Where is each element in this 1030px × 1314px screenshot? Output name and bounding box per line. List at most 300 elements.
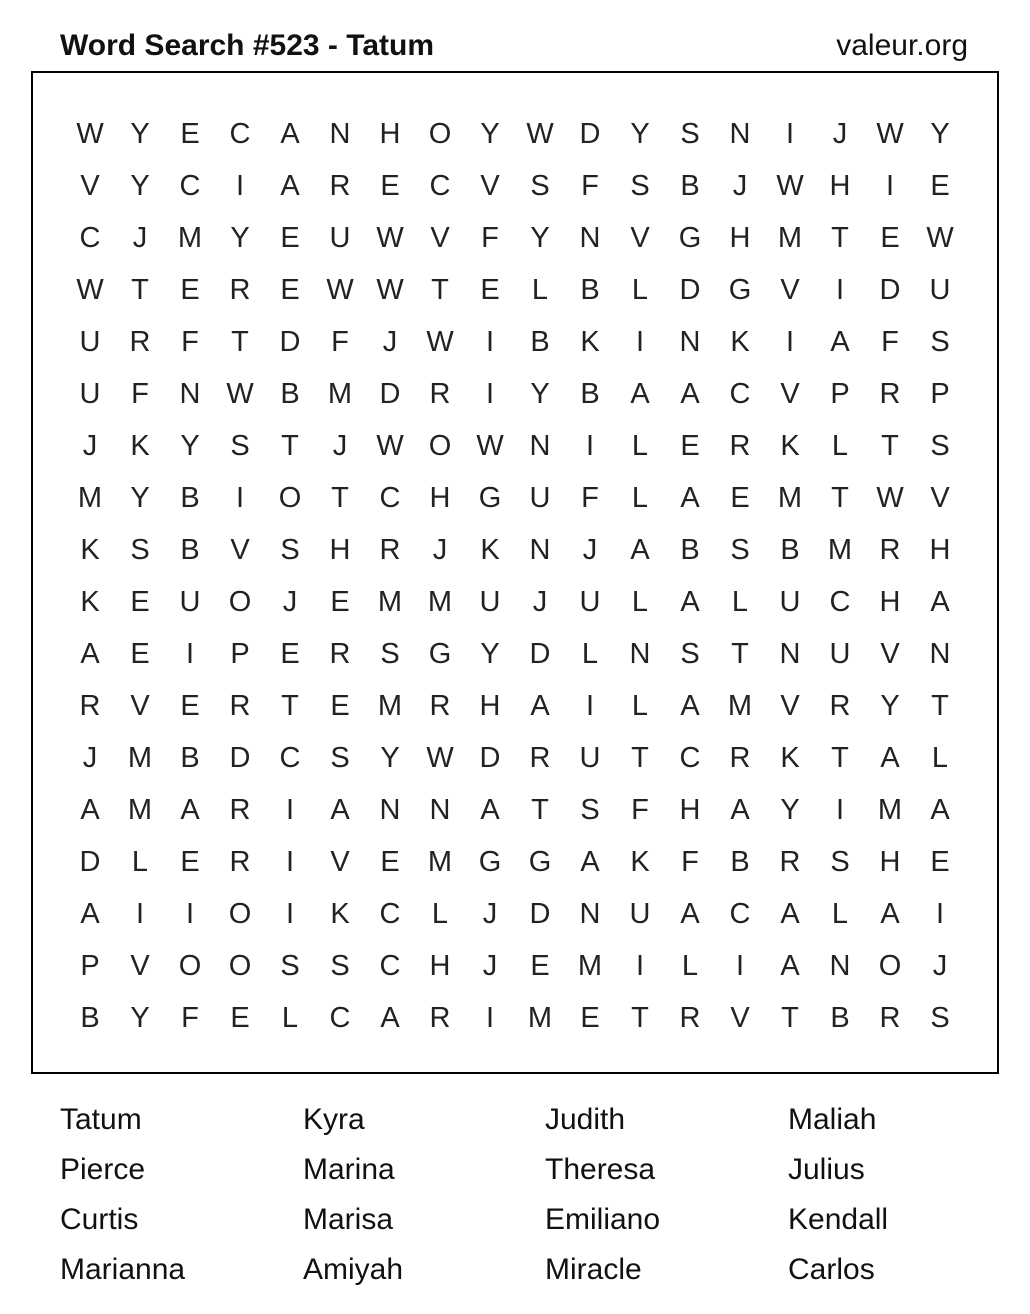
grid-letter[interactable]: S [730,534,750,566]
grid-letter[interactable]: R [229,274,251,306]
grid-letter[interactable]: K [130,430,150,462]
grid-letter[interactable]: R [829,690,851,722]
grid-letter[interactable]: R [429,378,451,410]
grid-letter[interactable]: M [127,742,153,774]
grid-letter[interactable]: W [376,274,404,306]
grid-letter[interactable]: N [529,534,551,566]
grid-letter[interactable]: W [526,118,554,150]
grid-letter[interactable]: E [480,274,500,306]
grid-letter[interactable]: Y [130,1002,150,1034]
grid-letter[interactable]: A [330,794,350,826]
grid-letter[interactable]: V [480,170,500,202]
grid-letter[interactable]: B [180,742,200,774]
grid-letter[interactable]: V [780,378,800,410]
grid-letter[interactable]: D [529,638,551,670]
grid-letter[interactable]: N [329,118,351,150]
grid-letter[interactable]: H [879,846,901,878]
grid-letter[interactable]: A [80,638,100,670]
grid-letter[interactable]: M [377,586,403,618]
grid-letter[interactable]: K [480,534,500,566]
grid-letter[interactable]: H [379,118,401,150]
grid-letter[interactable]: J [732,170,748,202]
grid-letter[interactable]: E [280,222,300,254]
grid-letter[interactable]: L [531,274,549,306]
grid-letter[interactable]: B [180,482,200,514]
grid-letter[interactable]: I [735,950,745,982]
grid-letter[interactable]: L [631,274,649,306]
grid-letter[interactable]: N [579,222,601,254]
grid-letter[interactable]: R [129,326,151,358]
grid-letter[interactable]: R [729,742,751,774]
grid-letter[interactable]: A [280,170,300,202]
grid-letter[interactable]: E [530,950,550,982]
grid-letter[interactable]: A [480,794,500,826]
grid-letter[interactable]: Y [530,222,550,254]
grid-letter[interactable]: S [530,170,550,202]
grid-letter[interactable]: S [630,170,650,202]
grid-letter[interactable]: K [330,898,350,930]
grid-letter[interactable]: F [181,326,199,358]
grid-letter[interactable]: R [229,690,251,722]
grid-letter[interactable]: B [280,378,300,410]
grid-letter[interactable]: L [631,482,649,514]
grid-letter[interactable]: D [229,742,251,774]
grid-letter[interactable]: R [779,846,801,878]
grid-letter[interactable]: S [330,742,350,774]
grid-letter[interactable]: M [727,690,753,722]
grid-letter[interactable]: E [180,118,200,150]
grid-letter[interactable]: M [577,950,603,982]
grid-letter[interactable]: K [630,846,650,878]
grid-letter[interactable]: W [76,274,104,306]
grid-letter[interactable]: R [879,1002,901,1034]
grid-letter[interactable]: T [131,274,149,306]
grid-letter[interactable]: V [230,534,250,566]
grid-letter[interactable]: D [479,742,501,774]
grid-letter[interactable]: M [877,794,903,826]
grid-letter[interactable]: F [481,222,499,254]
grid-letter[interactable]: I [835,794,845,826]
grid-letter[interactable]: U [629,898,651,930]
grid-letter[interactable]: M [427,846,453,878]
grid-letter[interactable]: J [482,898,498,930]
grid-letter[interactable]: B [680,534,700,566]
grid-letter[interactable]: Y [930,118,950,150]
grid-letter[interactable]: P [80,950,100,982]
grid-letter[interactable]: H [429,950,451,982]
grid-letter[interactable]: D [879,274,901,306]
grid-letter[interactable]: N [379,794,401,826]
grid-letter[interactable]: J [832,118,848,150]
grid-letter[interactable]: I [485,1002,495,1034]
grid-letter[interactable]: B [530,326,550,358]
grid-letter[interactable]: A [930,586,950,618]
grid-letter[interactable]: E [330,586,350,618]
grid-letter[interactable]: L [581,638,599,670]
grid-letter[interactable]: W [426,326,454,358]
grid-letter[interactable]: T [331,482,349,514]
grid-letter[interactable]: S [130,534,150,566]
grid-letter[interactable]: E [180,846,200,878]
grid-letter[interactable]: E [730,482,750,514]
grid-letter[interactable]: E [930,846,950,878]
grid-letter[interactable]: V [330,846,350,878]
grid-letter[interactable]: C [279,742,301,774]
grid-letter[interactable]: E [880,222,900,254]
grid-letter[interactable]: E [680,430,700,462]
grid-letter[interactable]: D [529,898,551,930]
grid-letter[interactable]: H [729,222,751,254]
grid-letter[interactable]: K [80,534,100,566]
grid-letter[interactable]: U [329,222,351,254]
grid-letter[interactable]: H [829,170,851,202]
grid-letter[interactable]: U [579,586,601,618]
grid-letter[interactable]: M [77,482,103,514]
grid-letter[interactable]: L [831,430,849,462]
grid-letter[interactable]: I [185,638,195,670]
grid-letter[interactable]: B [730,846,750,878]
grid-letter[interactable]: M [827,534,853,566]
grid-letter[interactable]: S [830,846,850,878]
grid-letter[interactable]: I [585,430,595,462]
grid-letter[interactable]: W [376,430,404,462]
grid-letter[interactable]: Y [480,638,500,670]
grid-letter[interactable]: U [929,274,951,306]
grid-letter[interactable]: N [779,638,801,670]
grid-letter[interactable]: W [476,430,504,462]
grid-letter[interactable]: E [180,690,200,722]
grid-letter[interactable]: V [930,482,950,514]
grid-letter[interactable]: J [282,586,298,618]
grid-letter[interactable]: M [377,690,403,722]
grid-letter[interactable]: Y [230,222,250,254]
grid-letter[interactable]: D [279,326,301,358]
grid-letter[interactable]: M [177,222,203,254]
grid-letter[interactable]: V [130,690,150,722]
grid-letter[interactable]: L [431,898,449,930]
grid-letter[interactable]: W [926,222,954,254]
grid-letter[interactable]: L [631,690,649,722]
grid-letter[interactable]: T [931,690,949,722]
grid-letter[interactable]: H [929,534,951,566]
grid-letter[interactable]: L [931,742,949,774]
grid-letter[interactable]: C [429,170,451,202]
grid-letter[interactable]: H [329,534,351,566]
grid-letter[interactable]: W [776,170,804,202]
grid-letter[interactable]: S [280,534,300,566]
grid-letter[interactable]: D [679,274,701,306]
grid-letter[interactable]: U [79,326,101,358]
grid-letter[interactable]: J [582,534,598,566]
grid-letter[interactable]: L [281,1002,299,1034]
grid-letter[interactable]: A [680,482,700,514]
grid-letter[interactable]: A [680,690,700,722]
grid-letter[interactable]: C [829,586,851,618]
grid-letter[interactable]: W [426,742,454,774]
grid-letter[interactable]: V [80,170,100,202]
grid-letter[interactable]: I [935,898,945,930]
grid-letter[interactable]: I [785,118,795,150]
grid-letter[interactable]: T [281,430,299,462]
grid-letter[interactable]: O [178,950,202,982]
grid-letter[interactable]: A [580,846,600,878]
grid-letter[interactable]: N [579,898,601,930]
grid-letter[interactable]: F [631,794,649,826]
grid-letter[interactable]: F [331,326,349,358]
grid-letter[interactable]: M [327,378,353,410]
grid-letter[interactable]: C [379,898,401,930]
grid-letter[interactable]: T [781,1002,799,1034]
grid-letter[interactable]: I [885,170,895,202]
grid-letter[interactable]: I [285,794,295,826]
grid-letter[interactable]: A [80,794,100,826]
grid-letter[interactable]: I [185,898,195,930]
grid-letter[interactable]: Y [130,170,150,202]
grid-letter[interactable]: U [479,586,501,618]
grid-letter[interactable]: V [780,274,800,306]
grid-letter[interactable]: W [76,118,104,150]
grid-letter[interactable]: I [135,898,145,930]
grid-letter[interactable]: W [876,482,904,514]
grid-letter[interactable]: I [235,170,245,202]
grid-letter[interactable]: A [730,794,750,826]
grid-letter[interactable]: R [729,430,751,462]
grid-letter[interactable]: A [880,898,900,930]
grid-letter[interactable]: J [532,586,548,618]
grid-letter[interactable]: J [382,326,398,358]
grid-letter[interactable]: A [780,898,800,930]
grid-letter[interactable]: L [631,430,649,462]
grid-letter[interactable]: R [879,378,901,410]
grid-letter[interactable]: F [181,1002,199,1034]
grid-letter[interactable]: C [729,378,751,410]
grid-letter[interactable]: R [429,690,451,722]
grid-letter[interactable]: F [131,378,149,410]
grid-letter[interactable]: H [679,794,701,826]
grid-letter[interactable]: W [876,118,904,150]
grid-letter[interactable]: J [932,950,948,982]
grid-letter[interactable]: M [777,482,803,514]
grid-letter[interactable]: P [830,378,850,410]
grid-letter[interactable]: R [329,170,351,202]
grid-letter[interactable]: T [731,638,749,670]
grid-letter[interactable]: L [131,846,149,878]
grid-letter[interactable]: B [580,274,600,306]
grid-letter[interactable]: T [831,222,849,254]
grid-letter[interactable]: T [231,326,249,358]
grid-letter[interactable]: I [585,690,595,722]
grid-letter[interactable]: E [930,170,950,202]
grid-letter[interactable]: C [179,170,201,202]
grid-letter[interactable]: S [280,950,300,982]
grid-letter[interactable]: K [580,326,600,358]
grid-letter[interactable]: R [329,638,351,670]
grid-letter[interactable]: Y [480,118,500,150]
grid-letter[interactable]: V [630,222,650,254]
grid-letter[interactable]: R [429,1002,451,1034]
grid-letter[interactable]: J [482,950,498,982]
grid-letter[interactable]: A [930,794,950,826]
grid-letter[interactable]: E [580,1002,600,1034]
grid-letter[interactable]: E [130,638,150,670]
grid-letter[interactable]: W [326,274,354,306]
grid-letter[interactable]: V [430,222,450,254]
grid-letter[interactable]: H [879,586,901,618]
grid-letter[interactable]: G [528,846,552,878]
grid-letter[interactable]: U [179,586,201,618]
grid-letter[interactable]: O [228,950,252,982]
grid-letter[interactable]: H [429,482,451,514]
grid-letter[interactable]: C [329,1002,351,1034]
grid-letter[interactable]: N [729,118,751,150]
grid-letter[interactable]: B [780,534,800,566]
grid-letter[interactable]: N [929,638,951,670]
grid-letter[interactable]: I [635,326,645,358]
grid-letter[interactable]: F [881,326,899,358]
grid-letter[interactable]: A [680,378,700,410]
grid-letter[interactable]: K [730,326,750,358]
grid-letter[interactable]: R [379,534,401,566]
grid-letter[interactable]: G [428,638,452,670]
grid-letter[interactable]: A [280,118,300,150]
grid-letter[interactable]: A [630,534,650,566]
grid-letter[interactable]: A [830,326,850,358]
grid-letter[interactable]: S [930,326,950,358]
grid-letter[interactable]: C [729,898,751,930]
grid-letter[interactable]: N [629,638,651,670]
grid-letter[interactable]: Y [180,430,200,462]
grid-letter[interactable]: K [780,430,800,462]
grid-letter[interactable]: E [230,1002,250,1034]
grid-letter[interactable]: I [285,898,295,930]
grid-letter[interactable]: A [680,898,700,930]
grid-letter[interactable]: C [229,118,251,150]
grid-letter[interactable]: T [431,274,449,306]
grid-letter[interactable]: Y [380,742,400,774]
grid-letter[interactable]: E [280,638,300,670]
grid-letter[interactable]: A [180,794,200,826]
grid-letter[interactable]: J [132,222,148,254]
grid-letter[interactable]: K [780,742,800,774]
grid-letter[interactable]: N [829,950,851,982]
grid-letter[interactable]: U [779,586,801,618]
grid-letter[interactable]: S [230,430,250,462]
grid-letter[interactable]: S [680,638,700,670]
grid-letter[interactable]: S [680,118,700,150]
grid-letter[interactable]: V [780,690,800,722]
grid-letter[interactable]: G [728,274,752,306]
grid-letter[interactable]: R [79,690,101,722]
grid-letter[interactable]: P [930,378,950,410]
grid-letter[interactable]: V [880,638,900,670]
grid-letter[interactable]: T [831,482,849,514]
grid-letter[interactable]: J [82,742,98,774]
grid-letter[interactable]: D [379,378,401,410]
grid-letter[interactable]: N [679,326,701,358]
grid-letter[interactable]: F [581,482,599,514]
grid-letter[interactable]: E [380,846,400,878]
grid-letter[interactable]: F [581,170,599,202]
grid-letter[interactable]: M [127,794,153,826]
grid-letter[interactable]: Y [630,118,650,150]
grid-letter[interactable]: S [330,950,350,982]
grid-letter[interactable]: T [881,430,899,462]
grid-letter[interactable]: Y [130,118,150,150]
grid-letter[interactable]: A [530,690,550,722]
grid-letter[interactable]: W [376,222,404,254]
grid-letter[interactable]: B [180,534,200,566]
grid-letter[interactable]: U [79,378,101,410]
grid-letter[interactable]: J [432,534,448,566]
grid-letter[interactable]: N [529,430,551,462]
grid-letter[interactable]: A [780,950,800,982]
grid-letter[interactable]: O [228,586,252,618]
grid-letter[interactable]: W [226,378,254,410]
grid-letter[interactable]: E [130,586,150,618]
grid-letter[interactable]: Y [780,794,800,826]
grid-letter[interactable]: V [730,1002,750,1034]
grid-letter[interactable]: G [478,846,502,878]
grid-letter[interactable]: H [479,690,501,722]
grid-letter[interactable]: R [529,742,551,774]
grid-letter[interactable]: S [580,794,600,826]
grid-letter[interactable]: F [681,846,699,878]
grid-letter[interactable]: P [230,638,250,670]
grid-letter[interactable]: D [79,846,101,878]
grid-letter[interactable]: C [379,950,401,982]
grid-letter[interactable]: I [485,378,495,410]
grid-letter[interactable]: I [785,326,795,358]
grid-letter[interactable]: E [380,170,400,202]
grid-letter[interactable]: C [379,482,401,514]
grid-letter[interactable]: B [80,1002,100,1034]
grid-letter[interactable]: G [678,222,702,254]
grid-letter[interactable]: A [880,742,900,774]
grid-letter[interactable]: O [878,950,902,982]
grid-letter[interactable]: R [879,534,901,566]
grid-letter[interactable]: N [179,378,201,410]
grid-letter[interactable]: J [332,430,348,462]
grid-letter[interactable]: T [831,742,849,774]
grid-letter[interactable]: I [285,846,295,878]
grid-letter[interactable]: O [278,482,302,514]
grid-letter[interactable]: Y [530,378,550,410]
grid-letter[interactable]: A [630,378,650,410]
grid-letter[interactable]: L [681,950,699,982]
grid-letter[interactable]: M [527,1002,553,1034]
grid-letter[interactable]: J [82,430,98,462]
grid-letter[interactable]: O [428,430,452,462]
grid-letter[interactable]: O [228,898,252,930]
grid-letter[interactable]: T [281,690,299,722]
grid-letter[interactable]: T [631,1002,649,1034]
grid-letter[interactable]: C [79,222,101,254]
grid-letter[interactable]: U [829,638,851,670]
grid-letter[interactable]: S [930,1002,950,1034]
grid-letter[interactable]: S [930,430,950,462]
grid-letter[interactable]: C [679,742,701,774]
grid-letter[interactable]: U [579,742,601,774]
grid-letter[interactable]: V [130,950,150,982]
grid-letter[interactable]: R [229,846,251,878]
grid-letter[interactable]: O [428,118,452,150]
grid-letter[interactable]: I [635,950,645,982]
grid-letter[interactable]: R [229,794,251,826]
grid-letter[interactable]: B [680,170,700,202]
grid-letter[interactable]: I [235,482,245,514]
grid-letter[interactable]: A [680,586,700,618]
grid-letter[interactable]: B [580,378,600,410]
